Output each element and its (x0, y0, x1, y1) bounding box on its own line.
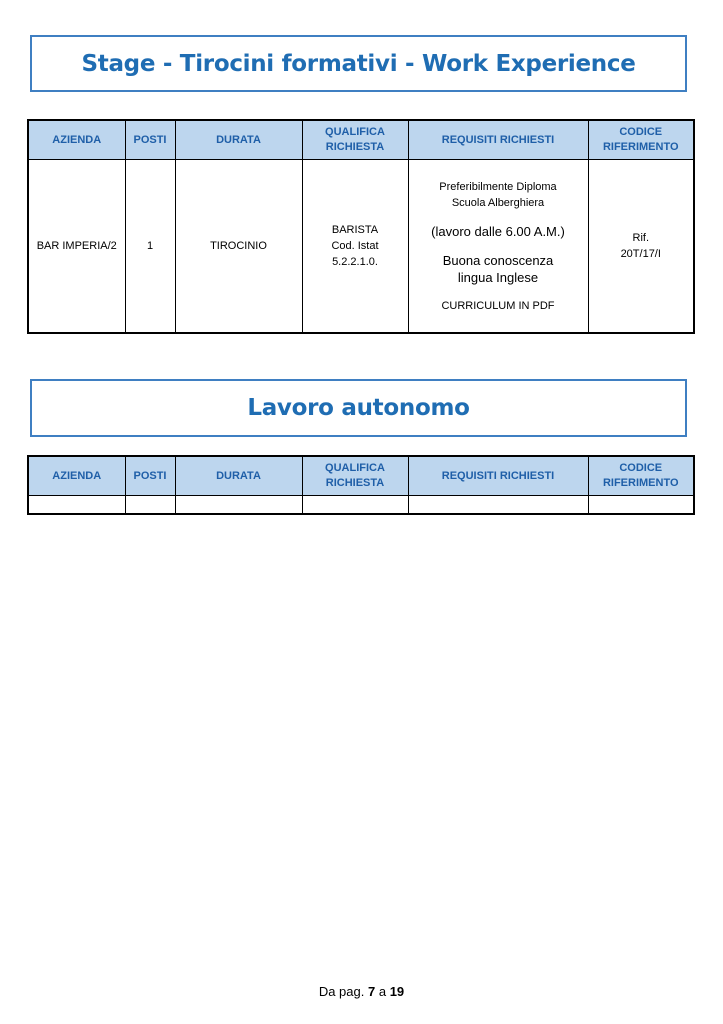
stage-section-header (30, 35, 687, 92)
header-qualifica: QUALIFICA RICHIESTA (302, 456, 408, 496)
table-row (28, 496, 694, 515)
qualifica-line: BARISTA (331, 224, 379, 236)
cell-azienda: BAR IMPERIA/2 (28, 160, 125, 334)
header-durata: DURATA (175, 456, 302, 496)
cell-requisiti (408, 160, 588, 334)
header-durata: DURATA (175, 120, 302, 160)
requisiti-line: Scuola Alberghiera (451, 196, 545, 209)
header-requisiti: REQUISITI RICHIESTI (408, 456, 588, 496)
header-codice: CODICE RIFERIMENTO (588, 120, 694, 160)
page-footer (0, 984, 723, 999)
requisiti-line: (lavoro dalle 6.00 A.M.) (431, 223, 565, 239)
header-codice: CODICE RIFERIMENTO (588, 456, 694, 496)
header-posti: POSTI (125, 456, 175, 496)
codice-line: Rif. (632, 232, 649, 244)
requisiti-line: CURRICULUM IN PDF (441, 299, 555, 312)
lavoro-autonomo-table (27, 455, 695, 515)
footer-prefix: Da pag. (318, 984, 365, 999)
qualifica-line: Cod. Istat (331, 240, 379, 252)
footer-separator: a (378, 984, 387, 999)
cell-posti: 1 (125, 160, 175, 334)
requisiti-line: Preferibilmente Diploma (439, 180, 557, 193)
empty-cell (125, 496, 175, 515)
cell-durata: TIROCINIO (175, 160, 302, 334)
header-qualifica: QUALIFICA RICHIESTA (302, 120, 408, 160)
footer-page-number: 7 (367, 984, 376, 999)
codice-line: 20T/17/I (620, 248, 661, 260)
lavoro-autonomo-section-header (30, 379, 687, 437)
header-posti: POSTI (125, 120, 175, 160)
requisiti-line: lingua Inglese (457, 269, 539, 285)
header-azienda: AZIENDA (28, 456, 125, 496)
header-requisiti: REQUISITI RICHIESTI (408, 120, 588, 160)
lavoro-table-header-row (28, 456, 694, 496)
empty-cell (28, 496, 125, 515)
empty-cell (302, 496, 408, 515)
empty-cell (408, 496, 588, 515)
cell-qualifica (302, 160, 408, 334)
table-row (28, 160, 694, 334)
stage-table (27, 119, 695, 334)
empty-cell (175, 496, 302, 515)
empty-cell (588, 496, 694, 515)
stage-section-title: Stage - Tirocini formativi - Work Experience (81, 50, 636, 77)
cell-codice (588, 160, 694, 334)
header-azienda: AZIENDA (28, 120, 125, 160)
footer-total-pages: 19 (389, 984, 405, 999)
requisiti-line: Buona conoscenza (442, 252, 554, 268)
qualifica-line: 5.2.2.1.0. (332, 256, 378, 268)
lavoro-autonomo-section-title: Lavoro autonomo (247, 395, 470, 421)
stage-table-header-row (28, 120, 694, 160)
